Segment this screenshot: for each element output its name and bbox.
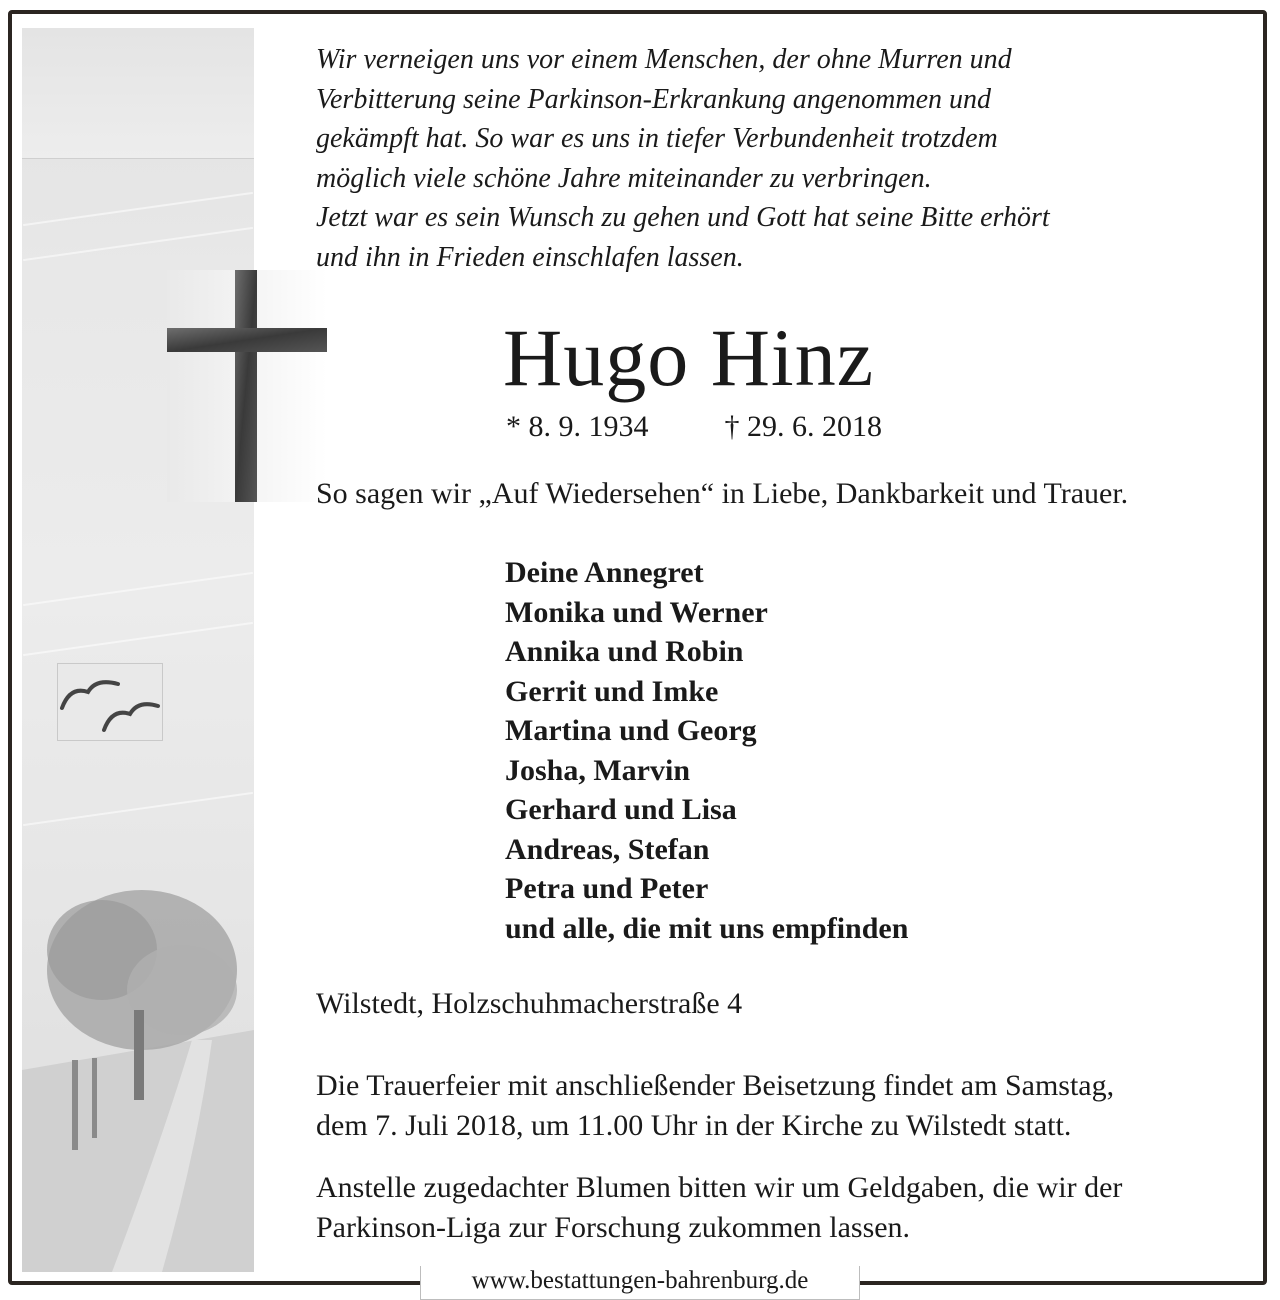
tree-icon: [22, 880, 254, 1272]
family-member: Deine Annegret: [505, 556, 704, 589]
family-member: Monika und Werner: [505, 595, 768, 629]
donation-info: [316, 1168, 1122, 1248]
death-date: † 29. 6. 2018: [724, 410, 882, 443]
cross-icon: [167, 270, 327, 502]
service-info: [316, 1066, 1114, 1146]
intro-line: und ihn in Frieden einschlafen lassen.: [316, 241, 744, 273]
birth-date: * 8. 9. 1934: [506, 410, 649, 443]
service-line: dem 7. Juli 2018, um 11.00 Uhr in der Kirche zu Wilstedt statt.: [316, 1109, 1072, 1142]
address: Wilstedt, Holzschuhmacherstraße 4: [316, 987, 743, 1020]
donation-line: Parkinson-Liga zur Forschung zukommen lassen.: [316, 1211, 911, 1244]
sky-panel: [22, 28, 254, 159]
family-member: Martina und Georg: [505, 714, 757, 747]
family-list: [505, 553, 908, 948]
intro-line: möglich viele schöne Jahre miteinander zu verbringen.: [316, 162, 932, 194]
intro-text: [316, 40, 1226, 277]
family-member: Annika und Robin: [505, 635, 744, 668]
family-member: Gerrit und Imke: [505, 674, 719, 708]
farewell-text: So sagen wir „Auf Wiedersehen“ in Liebe, Dankbarkeit und Trauer.: [316, 477, 1129, 510]
donation-line: Anstelle zugedachter Blumen bitten wir um Geldgaben, die wir der: [316, 1171, 1123, 1204]
intro-line: Verbitterung seine Parkinson-Erkrankung angenommen und: [316, 83, 991, 115]
life-dates: [506, 408, 882, 446]
intro-line: Jetzt war es sein Wunsch zu gehen und Gott hat seine Bitte erhört: [316, 202, 1050, 233]
birds-icon: [57, 663, 163, 741]
funeral-home-url[interactable]: www.bestattungen-bahrenburg.de: [420, 1266, 860, 1300]
family-member: Gerhard und Lisa: [505, 793, 737, 826]
service-line: Die Trauerfeier mit anschließender Beisetzung findet am Samstag,: [316, 1069, 1115, 1102]
intro-line: Wir verneigen uns vor einem Menschen, der ohne Murren und: [316, 44, 1012, 75]
family-member: und alle, die mit uns empfinden: [505, 911, 909, 945]
intro-line: gekämpft hat. So war es uns in tiefer Verbundenheit trotzdem: [316, 123, 998, 154]
family-member: Josha, Marvin: [505, 753, 691, 787]
family-member: Petra und Peter: [505, 872, 709, 905]
deceased-name: Hugo Hinz: [503, 312, 875, 403]
family-member: Andreas, Stefan: [505, 832, 710, 866]
